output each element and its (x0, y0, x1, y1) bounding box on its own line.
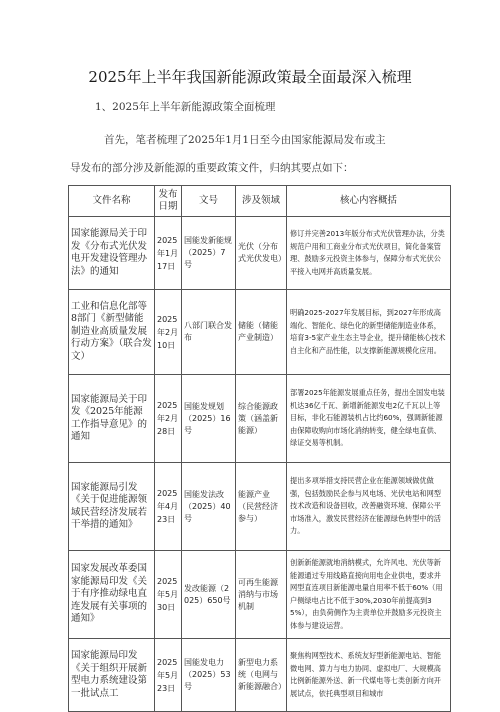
cell-file-name: 国家发展改革委国家能源局印发《关于有序推动绿电直连发展有关事项的通知》 (69, 551, 155, 639)
intro-paragraph-line-1: 首先，笔者梳理了2025年1月1日至今由国家能源局发布或主 (104, 134, 386, 146)
table-row (69, 290, 451, 375)
cell-date: 2025年5月23日 (155, 639, 182, 712)
cell-doc-number: 国能发法改（2025）40号 (182, 463, 236, 551)
cell-field: 光伏（分布式光伏发电） (236, 217, 287, 290)
cell-content: 提出多项举措支持民营企业在能源领域做优做强，包括鼓励民企参与风电场、光伏电站和网型技术改造和设备回收，改善融资环境、保障公平市场准入，激发民营经济在能源绿色转型中的活力。 (287, 463, 451, 551)
document-title: 2025年上半年我国新能源政策最全面最深入梳理 (88, 68, 412, 86)
cell-content: 明确2025-2027年发展目标，到2027年形成高端化、智能化、绿色化的新型储能制造业体系，培育3-5家产业生态主导企业，提升储能核心技术自主化和产品性能，以支撑新能源规模化应用。 (287, 290, 451, 375)
cell-date: 2025年5月30日 (155, 551, 182, 639)
cell-doc-number: 国能发电力（2025）53号 (182, 639, 236, 712)
cell-field: 综合能源政策（涵盖新能源） (236, 375, 287, 463)
intro-paragraph-line-2: 导发布的部分涉及新能源的重要政策文件，归纳其要点如下： (70, 162, 354, 174)
cell-date: 2025年4月23日 (155, 463, 182, 551)
cell-doc-number: 发改能源（2025）650号 (182, 551, 236, 639)
policy-table (68, 185, 451, 712)
cell-field: 可再生能源消纳与市场机制 (236, 551, 287, 639)
cell-content: 部署2025年能源发展重点任务，提出全国发电装机达36亿千瓦、新增新能源发电2亿千瓦以上等目标，非化石能源装机占比约60%，强调新能源由保障收购向市场化消纳转变，健全绿电直供、绿证交易等机制。 (287, 375, 451, 463)
header-field: 涉及领域 (236, 186, 287, 217)
cell-date: 2025年1月17日 (155, 217, 182, 290)
cell-content: 修订并完善2013年版分布式光伏管理办法，分类规范户用和工商业分布式光伏项目，简化备案管理、鼓励多元投资主体参与，保障分布式光伏公平接入电网并高质量发展。 (287, 217, 451, 290)
cell-date: 2025年2月28日 (155, 375, 182, 463)
cell-file-name: 国家能源局关于印发《分布式光伏发电开发建设管理办法》的通知 (69, 217, 155, 290)
cell-content: 聚焦构网型技术、系统友好型新能源电站、智能微电网、算力与电力协同、虚拟电厂、大规模高比例新能源外送、新一代煤电等七类创新方向开展试点，依托典型项目和城市 (287, 639, 451, 712)
table-row (69, 217, 451, 290)
table-row (69, 375, 451, 463)
table-header-row (69, 186, 451, 217)
section-heading: 1、2025年上半年新能源政策全面梳理 (95, 101, 276, 113)
cell-doc-number: 国能发新能规（2025）7号 (182, 217, 236, 290)
cell-file-name: 工业和信息化部等8部门《新型储能制造业高质量发展行动方案》（联合发文） (69, 290, 155, 375)
header-date: 发布日期 (155, 186, 182, 217)
cell-doc-number: 八部门联合发布 (182, 290, 236, 375)
table-row (69, 551, 451, 639)
cell-file-name: 国家能源局关于印发《2025年能源工作指导意见》的通知 (69, 375, 155, 463)
table-row (69, 639, 451, 712)
header-file-name: 文件名称 (69, 186, 155, 217)
cell-date: 2025年2月10日 (155, 290, 182, 375)
table-row (69, 463, 451, 551)
header-doc-number: 文号 (182, 186, 236, 217)
cell-file-name: 国家能源局引发《关于促进能源领域民营经济发展若干举措的通知》 (69, 463, 155, 551)
cell-file-name: 国家能源局印发《关于组织开展新型电力系统建设第一批试点工 (69, 639, 155, 712)
cell-content: 创新新能源就地消纳模式，允许风电、光伏等新能源通过专用线路直接向用电企业供电，要求并网型直连项目新能源电量自用率不低于60%（用户侧绿电占比不低于30%,2030年前提高到35%），由负荷侧作为主责单位并鼓励多元投资主体参与建设运营。 (287, 551, 451, 639)
header-content: 核心内容概括 (287, 186, 451, 217)
cell-field: 新型电力系统（电网与新能源融合） (236, 639, 287, 712)
cell-field: 储能（储能产业制造） (236, 290, 287, 375)
cell-field: 能源产业（民营经济参与） (236, 463, 287, 551)
cell-doc-number: 国能发规划（2025）16号 (182, 375, 236, 463)
